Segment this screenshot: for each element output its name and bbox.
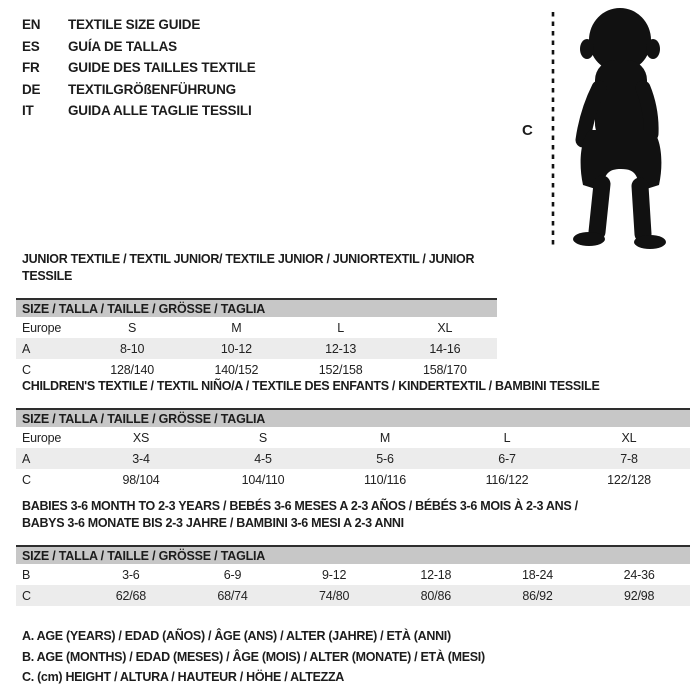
language-row (22, 100, 256, 122)
table-cell: 9-12 (322, 567, 347, 582)
table-cell: 12-18 (420, 567, 452, 582)
table-cell: 14-16 (429, 341, 461, 356)
table-cell: 158/170 (422, 362, 467, 377)
measure-label-c: C (522, 122, 533, 139)
table-cell: 74/80 (319, 588, 350, 603)
table-cell: 62/68 (115, 588, 146, 603)
table-header: SIZE / TALLA / TAILLE / GRÖSSE / TAGLIA (16, 547, 690, 564)
language-code: ES (22, 38, 40, 54)
section-title-line: BABYS 3-6 MONATE BIS 2-3 JAHRE / BAMBINI 3-6 MESI A 2-3 ANNI (22, 516, 404, 530)
legend-line: A. AGE (YEARS) / EDAD (AÑOS) / ÂGE (ANS) / ALTER (JAHRE) / ETÀ (ANNI) (22, 629, 451, 643)
table-cell: 4-5 (254, 451, 272, 466)
children-size-table (16, 408, 690, 490)
table-header: SIZE / TALLA / TAILLE / GRÖSSE / TAGLIA (16, 410, 690, 427)
language-title: TEXTILGRÖßENFÜHRUNG (68, 81, 236, 97)
section-title (16, 378, 690, 395)
table-row (16, 585, 690, 606)
table-cell: 3-4 (132, 451, 150, 466)
table-cell: S (128, 320, 137, 335)
table-cell: 3-6 (122, 567, 140, 582)
language-list (22, 14, 256, 122)
section-title (16, 498, 690, 532)
toddler-body (573, 8, 666, 249)
table-cell: 6-7 (498, 451, 516, 466)
table-cell: 18-24 (522, 567, 553, 582)
language-row (22, 14, 256, 36)
table-cell: 104/110 (241, 472, 285, 487)
row-label: B (22, 567, 31, 582)
legend-line: C. (cm) HEIGHT / ALTURA / HAUTEUR / HÖHE / ALTEZZA (22, 670, 345, 684)
language-row (22, 36, 256, 58)
table-cell: 98/104 (122, 472, 160, 487)
table-cell: L (337, 320, 344, 335)
table-cell: L (503, 430, 511, 445)
table-row (16, 564, 690, 585)
table-cell: XS (132, 430, 150, 445)
table-cell: S (258, 430, 268, 445)
table-cell: 86/92 (522, 588, 553, 603)
row-label: C (22, 588, 31, 603)
children-textile-section (16, 378, 690, 490)
language-row (22, 79, 256, 101)
table-cell: 92/98 (624, 588, 655, 603)
table-cell: 140/152 (214, 362, 259, 377)
language-row (22, 57, 256, 79)
row-label: Europe (22, 430, 62, 445)
language-code: EN (22, 17, 41, 32)
table-header: SIZE / TALLA / TAILLE / GRÖSSE / TAGLIA (16, 300, 497, 317)
section-title (16, 251, 497, 285)
language-code: FR (22, 60, 40, 75)
row-label: A (22, 341, 31, 356)
table-cell: 68/74 (217, 588, 248, 603)
row-label: A (22, 451, 31, 466)
table-cell: 128/140 (110, 362, 155, 377)
table-row (16, 338, 497, 359)
table-cell: 122/128 (607, 472, 651, 487)
table-cell: 8-10 (120, 341, 145, 356)
section-title-line: CHILDREN'S TEXTILE / TEXTIL NIÑO/A / TEXTILE DES ENFANTS / KINDERTEXTIL / BAMBINI TESSILE (22, 379, 600, 393)
table-cell: 6-9 (223, 567, 242, 582)
table-cell: 7-8 (620, 451, 638, 466)
table-row (16, 469, 690, 490)
row-label: C (22, 472, 31, 487)
table-cell: 24-36 (623, 567, 655, 582)
junior-textile-section (16, 251, 497, 380)
table-cell: 80/86 (420, 588, 451, 603)
height-figure (502, 4, 694, 252)
row-label: C (22, 362, 31, 377)
table-cell: 110/116 (364, 472, 406, 487)
language-code: IT (22, 103, 34, 118)
table-row (16, 448, 690, 469)
table-cell: 5-6 (376, 451, 394, 466)
table-cell: 116/122 (485, 472, 529, 487)
table-row (16, 359, 497, 380)
table-cell: M (231, 320, 242, 335)
table-row (16, 427, 690, 448)
language-title: GUÍA DE TALLAS (68, 38, 177, 54)
table-cell: M (379, 430, 391, 445)
babies-size-table (16, 545, 690, 606)
language-code: DE (22, 81, 41, 97)
table-cell: 152/158 (318, 362, 363, 377)
babies-textile-section (16, 498, 690, 606)
table-cell: XL (437, 320, 453, 335)
table-cell: XL (621, 430, 637, 445)
table-cell: 12-13 (325, 341, 357, 356)
section-title-line: BABIES 3-6 MONTH TO 2-3 YEARS / BEBÉS 3-6 MESES A 2-3 AÑOS / BÉBÉS 3-6 MOIS À 2-3 ANS / (22, 499, 578, 513)
table-row (16, 317, 497, 338)
language-title: GUIDA ALLE TAGLIE TESSILI (68, 103, 252, 118)
section-title-line: JUNIOR TEXTILE / TEXTIL JUNIOR/ TEXTILE JUNIOR / JUNIORTEXTIL / JUNIOR TESSILE (22, 252, 475, 283)
language-title: TEXTILE SIZE GUIDE (68, 17, 201, 32)
legend-line: B. AGE (MONTHS) / EDAD (MESES) / ÂGE (MOIS) / ALTER (MONATE) / ETÀ (MESI) (22, 649, 485, 664)
junior-size-table (16, 298, 497, 380)
table-cell: 10-12 (220, 341, 252, 356)
legend (22, 626, 485, 688)
row-label: Europe (22, 320, 62, 335)
language-title: GUIDE DES TAILLES TEXTILE (68, 60, 256, 75)
